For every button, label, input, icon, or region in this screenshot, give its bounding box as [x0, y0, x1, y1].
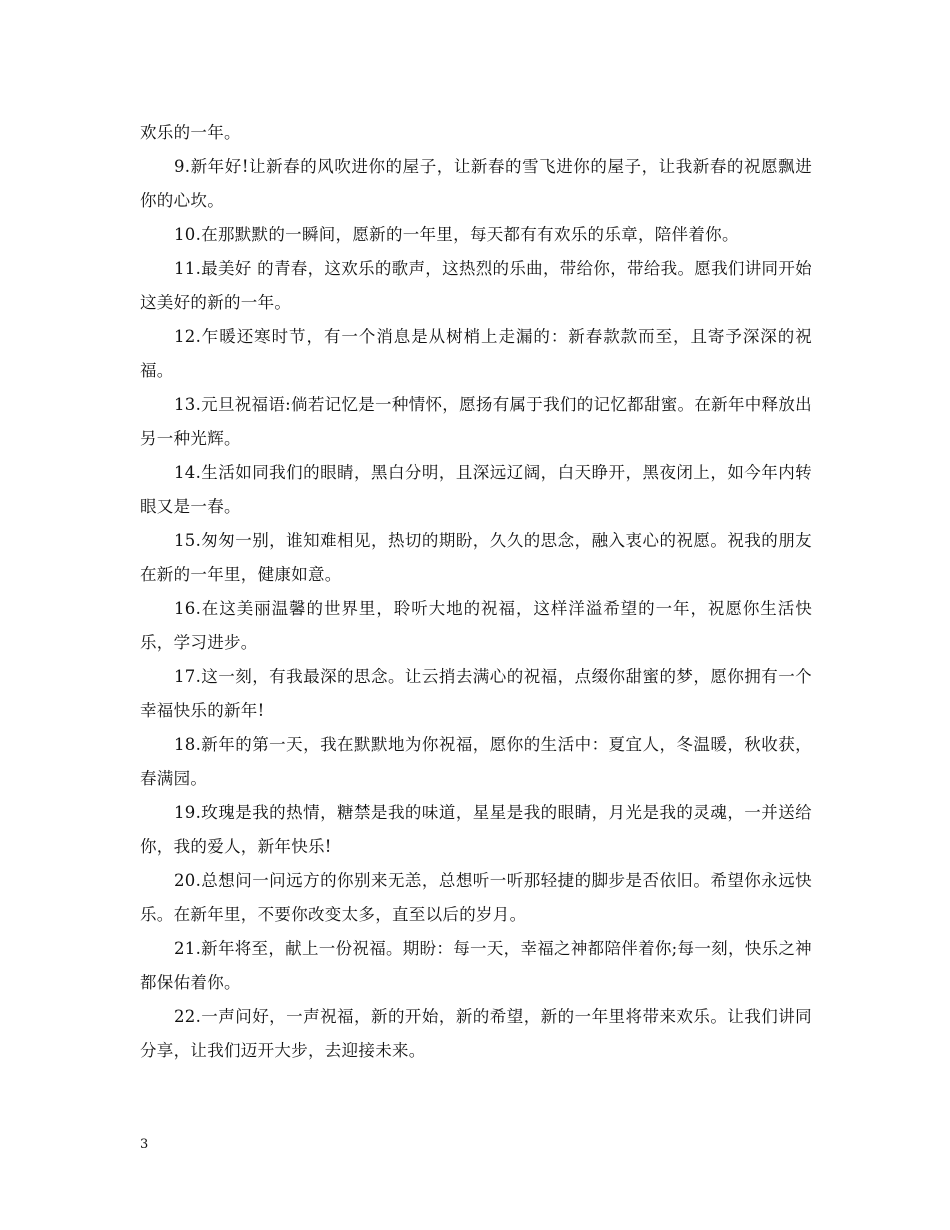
- paragraph: 18.新年的第一天，我在默默地为你祝福，愿你的生活中：夏宜人，冬温暖，秋收获，春满园。: [140, 735, 812, 788]
- paragraph: 14.生活如同我们的眼睛，黑白分明，且深远辽阔，白天睁开，黑夜闭上，如今年内转眼又是一春。: [140, 463, 812, 516]
- paragraph: 15.匆匆一别，谁知难相见，热切的期盼，久久的思念，融入衷心的祝愿。祝我的朋友在新的一年里，健康如意。: [140, 531, 812, 584]
- paragraph: 22.一声问好，一声祝福，新的开始，新的希望，新的一年里将带来欢乐。让我们讲同分享，让我们迈开大步，去迎接未来。: [140, 1007, 812, 1060]
- paragraph: 13.元旦祝福语:倘若记忆是一种情怀，愿扬有属于我们的记忆都甜蜜。在新年中释放出另一种光辉。: [140, 395, 812, 448]
- paragraph: 17.这一刻，有我最深的思念。让云捎去满心的祝福，点缀你甜蜜的梦，愿你拥有一个幸福快乐的新年!: [140, 667, 812, 720]
- paragraph: 9.新年好!让新春的风吹进你的屋子，让新春的雪飞进你的屋子，让我新春的祝愿飘进你的心坎。: [140, 157, 812, 210]
- paragraph: 20.总想问一问远方的你别来无恙，总想听一听那轻捷的脚步是否依旧。希望你永远快乐。在新年里，不要你改变太多，直至以后的岁月。: [140, 871, 812, 924]
- page-number: 3: [140, 1137, 149, 1152]
- paragraph: 16.在这美丽温馨的世界里，聆听大地的祝福，这样洋溢希望的一年，祝愿你生活快乐，学习进步。: [140, 599, 812, 652]
- paragraph: 11.最美好 的青春，这欢乐的歌声，这热烈的乐曲，带给你，带给我。愿我们讲同开始这美好的新的一年。: [140, 259, 812, 312]
- paragraph: 10.在那默默的一瞬间，愿新的一年里，每天都有有欢乐的乐章，陪伴着你。: [174, 225, 739, 244]
- paragraph: 21.新年将至，献上一份祝福。期盼：每一天，幸福之神都陪伴着你;每一刻，快乐之神都保佑着你。: [140, 939, 812, 992]
- paragraph: 19.玫瑰是我的热情，糖禁是我的味道，星星是我的眼睛，月光是我的灵魂，一并送给你，我的爱人，新年快乐!: [140, 803, 812, 856]
- paragraph: 欢乐的一年。: [140, 123, 241, 142]
- paragraph: 12.乍暖还寒时节，有一个消息是从树梢上走漏的：新春款款而至，且寄予深深的祝福。: [140, 327, 812, 380]
- document-body: [140, 116, 812, 1068]
